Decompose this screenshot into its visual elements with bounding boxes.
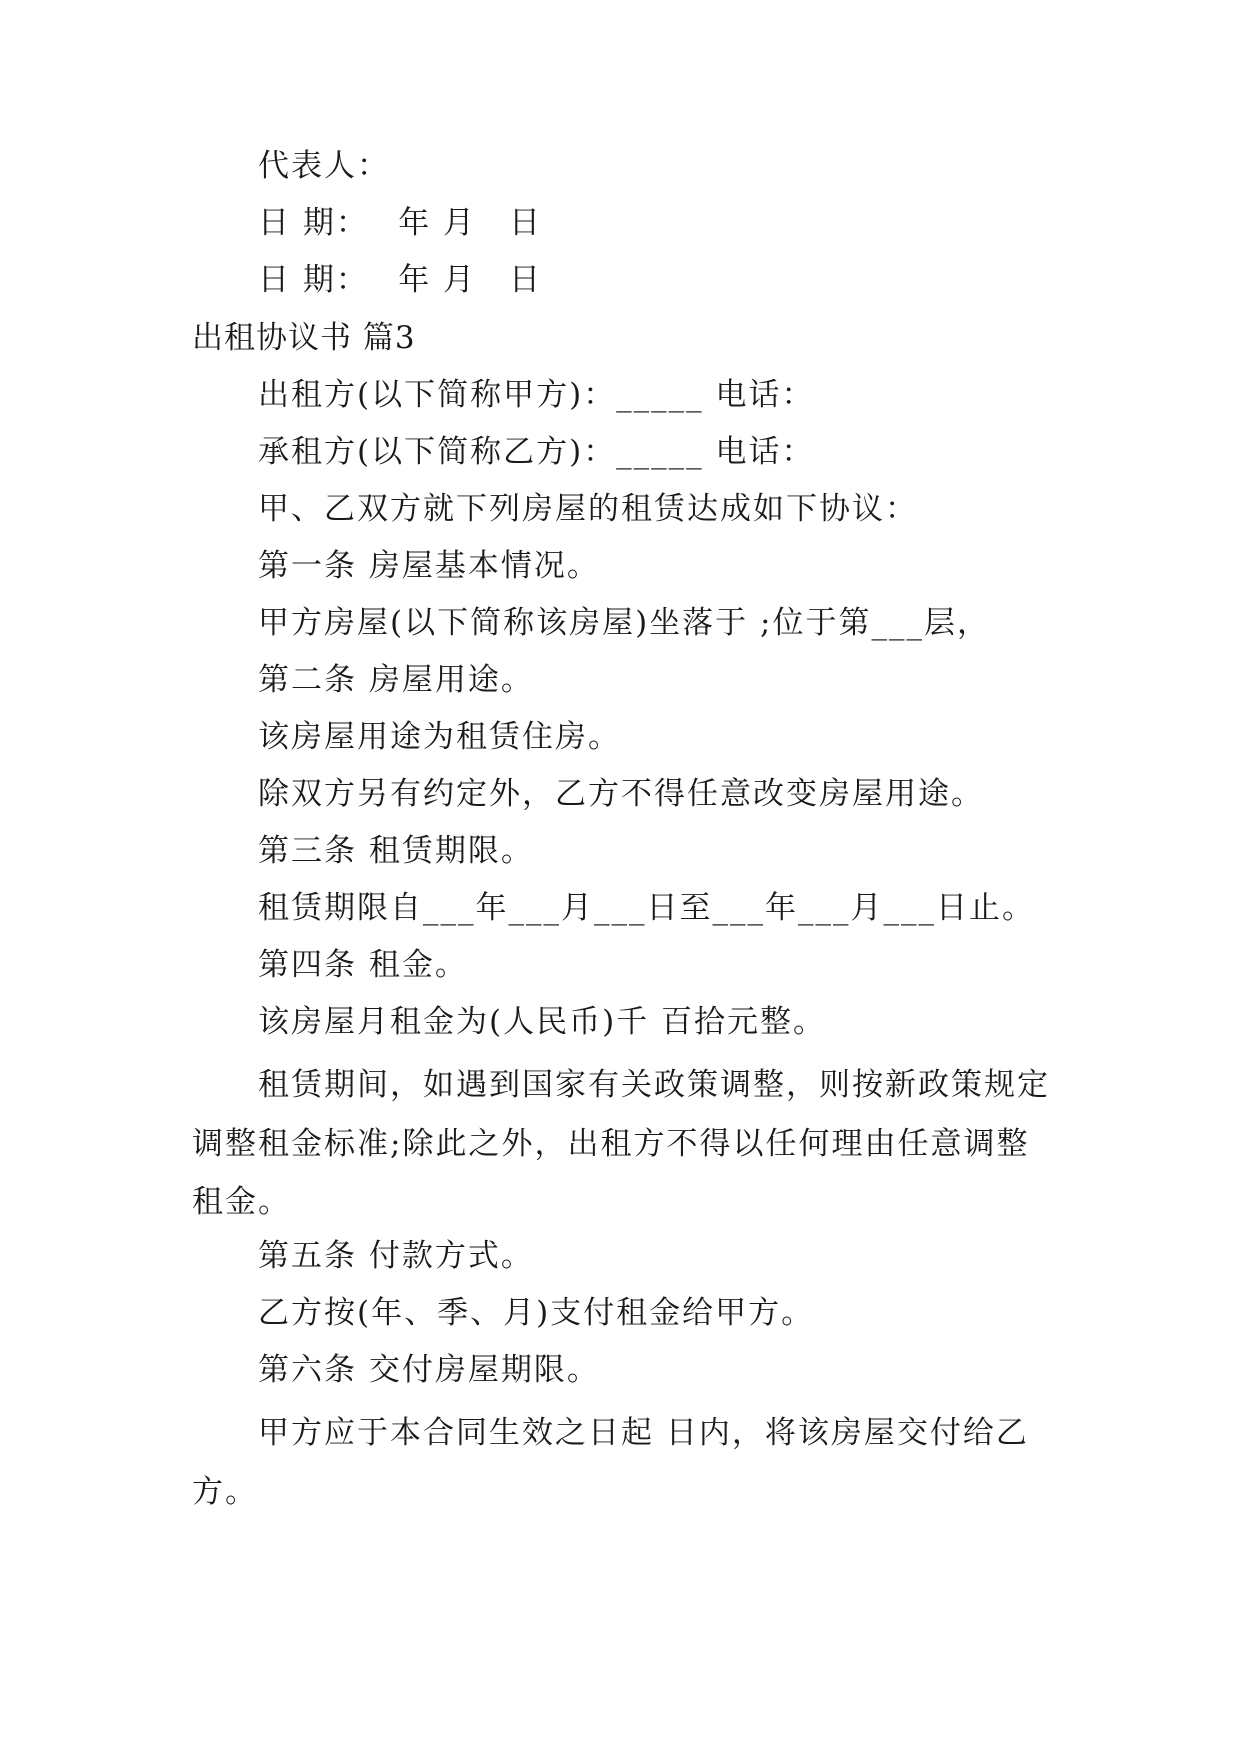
intro-line: 甲、乙双方就下列房屋的租赁达成如下协议： (258, 491, 918, 527)
article-2-text-1: 该房屋用途为租赁住房。 (258, 719, 621, 755)
article-3-title: 第三条 租赁期限。 (258, 833, 534, 869)
date-line-1: 日 期： 年 月 日 (258, 205, 543, 241)
article-2-text-2: 除双方另有约定外，乙方不得任意改变房屋用途。 (258, 776, 984, 812)
article-5-title: 第五条 付款方式。 (258, 1238, 534, 1274)
lessor-line: 出租方(以下简称甲方)：_____ 电话： (258, 377, 815, 413)
article-4-text-1: 该房屋月租金为(人民币)千 百拾元整。 (258, 1004, 827, 1040)
lessee-line: 承租方(以下简称乙方)：_____ 电话： (258, 434, 815, 470)
article-3-text: 租赁期限自___年___月___日至___年___月___日止。 (258, 890, 1035, 926)
article-2-title: 第二条 房屋用途。 (258, 662, 534, 698)
article-5-text: 乙方按(年、季、月)支付租金给甲方。 (258, 1295, 815, 1331)
article-1-title: 第一条 房屋基本情况。 (258, 548, 600, 584)
article-6-title: 第六条 交付房屋期限。 (258, 1352, 600, 1388)
date-line-2: 日 期： 年 月 日 (258, 262, 543, 298)
article-4-title: 第四条 租金。 (258, 947, 468, 983)
article-6-text: 甲方应于本合同生效之日起 日内，将该房屋交付给乙方。 (192, 1415, 1029, 1510)
section-title: 出租协议书 篇3 (192, 320, 416, 356)
article-1-text: 甲方房屋(以下简称该房屋)坐落于 ;位于第___层， (258, 605, 990, 641)
representative-line: 代表人： (258, 148, 390, 184)
article-4-text-2: 租赁期间，如遇到国家有关政策调整，则按新政策规定调整租金标准;除此之外，出租方不得以任何理由任意调整租金。 (192, 1067, 1050, 1220)
